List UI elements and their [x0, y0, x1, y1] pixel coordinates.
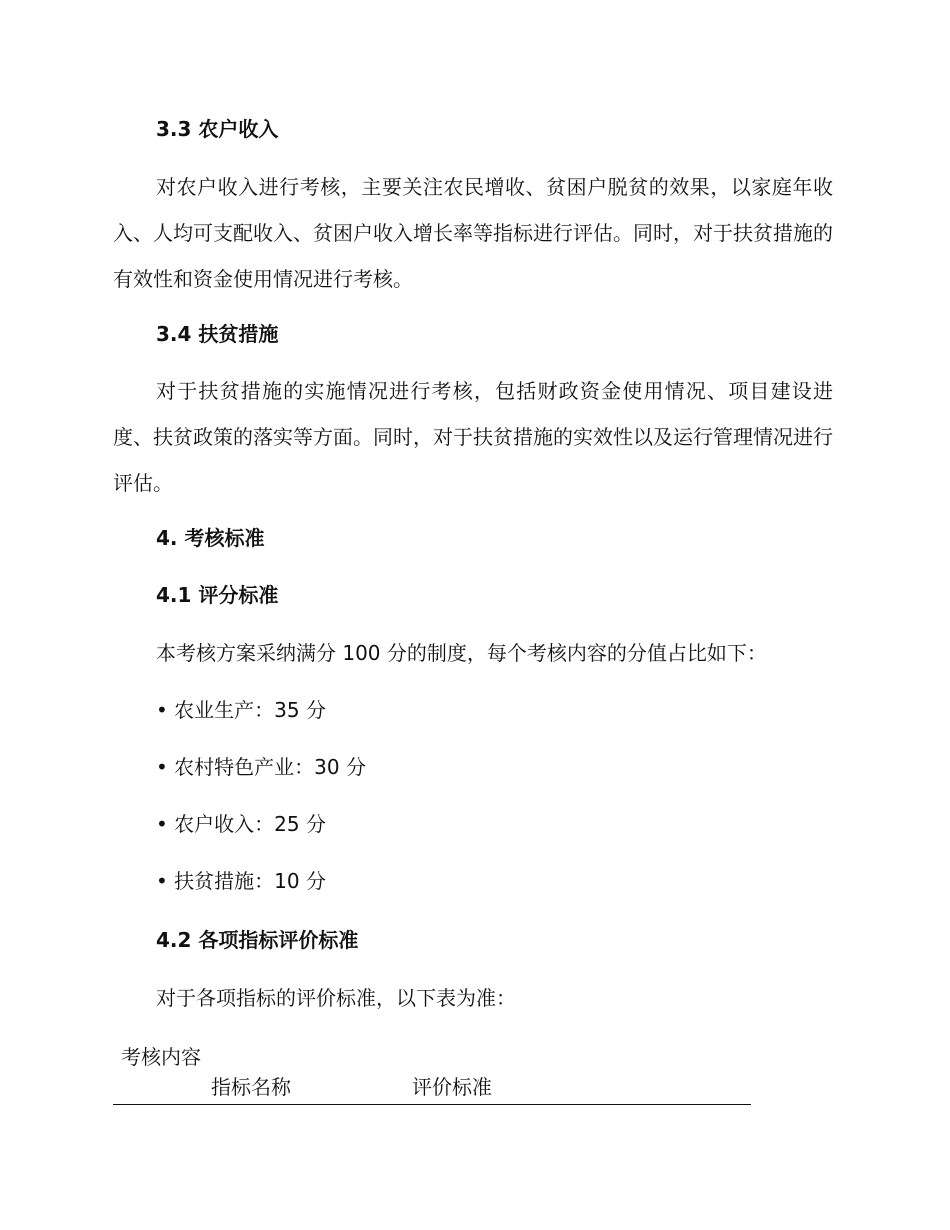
table-header-cell: 评价标准	[412, 1075, 492, 1099]
section-heading-4-2: 4.2 各项指标评价标准	[156, 928, 359, 952]
section-body-4-2: 对于各项指标的评价标准，以下表为准：	[156, 986, 516, 1010]
section-heading-4-1: 4.1 评分标准	[156, 583, 279, 607]
section-body-3-3: 对农户收入进行考核，主要关注农民增收、贫困户脱贫的效果，以家庭年收入、人均可支配收入、贫困户收入增长率等指标进行评估。同时，对于扶贫措施的有效性和资金使用情况进行考核。	[113, 175, 833, 291]
score-item: • 农户收入：25 分	[156, 812, 326, 836]
table-header-cell: 指标名称	[211, 1075, 291, 1099]
section-body-4-1: 本考核方案采纳满分 100 分的制度，每个考核内容的分值占比如下：	[156, 641, 767, 665]
criteria-table	[113, 1042, 751, 1105]
section-heading-3-4: 3.4 扶贫措施	[156, 322, 279, 346]
score-item: • 农村特色产业：30 分	[156, 755, 366, 779]
score-item: • 农业生产：35 分	[156, 698, 326, 722]
section-body-3-4: 对于扶贫措施的实施情况进行考核，包括财政资金使用情况、项目建设进度、扶贫政策的落实等方面。同时，对于扶贫措施的实效性以及运行管理情况进行评估。	[113, 379, 833, 495]
score-item: • 扶贫措施：10 分	[156, 869, 326, 893]
table-header-cell: 考核内容	[121, 1045, 201, 1069]
section-heading-4: 4. 考核标准	[156, 526, 265, 550]
section-heading-3-3: 3.3 农户收入	[156, 117, 279, 141]
